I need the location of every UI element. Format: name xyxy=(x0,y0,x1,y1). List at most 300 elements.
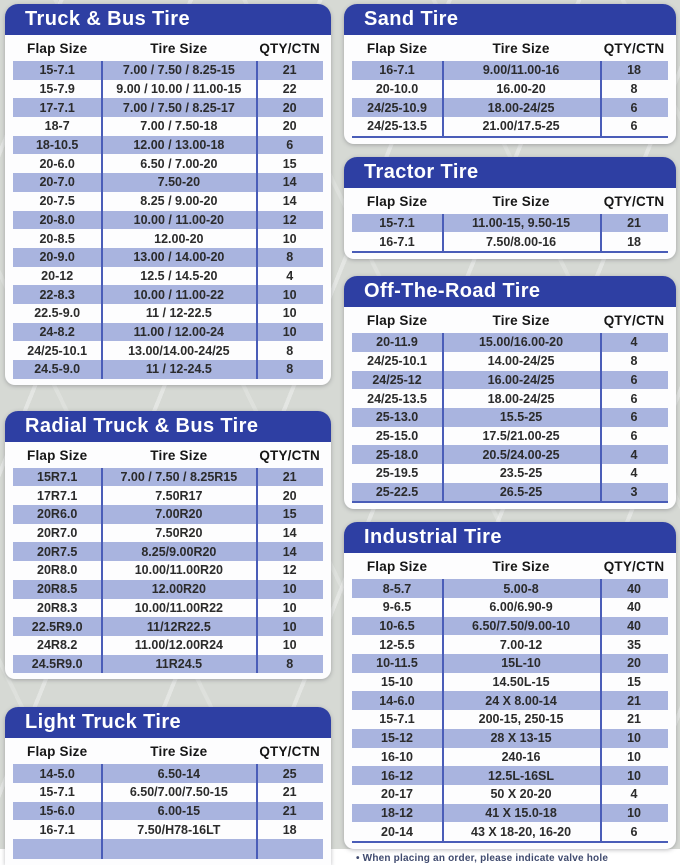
table-row xyxy=(13,173,323,192)
flap-size-cell: 12-5.5 xyxy=(379,637,415,652)
column-header-flap-size: Flap Size xyxy=(366,313,428,329)
qty-ctn-cell: 10 xyxy=(282,231,297,246)
flap-size-cell: 25-13.0 xyxy=(375,410,419,425)
qty-ctn-cell: 20 xyxy=(627,656,641,671)
table-row xyxy=(352,822,668,841)
flap-size-cell: 14-6.0 xyxy=(379,693,415,708)
tire-size-cell: 7.00 / 7.50-18 xyxy=(140,119,218,134)
table-row xyxy=(13,636,323,655)
table-row xyxy=(13,783,323,802)
table-row xyxy=(13,211,323,230)
qty-ctn-cell: 10 xyxy=(627,731,641,746)
table-row xyxy=(13,61,323,80)
qty-ctn-cell: 21 xyxy=(282,803,297,818)
tire-size-cell: 21.00/17.5-25 xyxy=(482,119,560,134)
tire-size-cell: 10.00/11.00R20 xyxy=(134,563,223,578)
table-title: Tractor Tire xyxy=(364,160,479,183)
table-row xyxy=(352,673,668,692)
tire-size-cell: 12.00 / 13.00-18 xyxy=(133,138,225,153)
flap-size-cell: 15-6.0 xyxy=(39,803,75,818)
qty-ctn-cell: 3 xyxy=(630,484,638,499)
qty-ctn-cell: 10 xyxy=(282,638,297,653)
qty-ctn-cell: 4 xyxy=(286,268,294,283)
right-column xyxy=(344,4,676,864)
tire-size-cell: 11/12R22.5 xyxy=(146,619,211,634)
table-rows xyxy=(352,214,668,253)
tire-size-cell: 6.50-14 xyxy=(157,766,201,781)
table-row xyxy=(352,98,668,117)
flap-size-cell: 15-7.1 xyxy=(39,63,75,78)
tire-size-cell: 7.00R20 xyxy=(155,507,203,522)
flap-size-cell: 16-12 xyxy=(381,768,414,783)
flap-size-cell: 24/25-10.1 xyxy=(27,343,88,358)
column-header-tire-size: Tire Size xyxy=(492,313,550,329)
tire-table-card xyxy=(344,4,676,144)
table-row xyxy=(13,154,323,173)
tire-size-cell: 11.00-15, 9.50-15 xyxy=(472,216,571,231)
flap-size-cell: 14-5.0 xyxy=(39,766,75,781)
table-row xyxy=(13,820,323,839)
column-header-qty-ctn: QTY/CTN xyxy=(259,744,320,760)
table-row xyxy=(13,599,323,618)
flap-size-cell: 24/25-12 xyxy=(372,372,422,387)
tire-size-cell: 13.00/14.00-24/25 xyxy=(128,343,230,358)
table-row xyxy=(352,691,668,710)
tire-table-card xyxy=(344,157,676,259)
qty-ctn-cell: 14 xyxy=(282,175,297,190)
table-row xyxy=(13,486,323,505)
qty-ctn-cell: 21 xyxy=(282,785,297,800)
flap-size-cell: 20R7.5 xyxy=(37,544,78,559)
flap-size-cell: 24.5-9.0 xyxy=(34,362,81,377)
flap-size-cell: 20-9.0 xyxy=(39,250,75,265)
column-header-qty-ctn: QTY/CTN xyxy=(603,41,665,56)
qty-ctn-cell: 8 xyxy=(630,82,638,97)
column-header-row xyxy=(352,308,668,333)
column-header-flap-size: Flap Size xyxy=(366,193,428,209)
tire-size-cell: 8.25/9.00R20 xyxy=(141,544,217,559)
column-header-tire-size: Tire Size xyxy=(492,41,550,56)
flap-size-cell: 24/25-13.5 xyxy=(367,391,427,406)
tire-table-card xyxy=(5,411,331,680)
flap-size-cell: 20R6.0 xyxy=(37,507,78,522)
flap-size-cell: 20-7.5 xyxy=(39,194,75,209)
table-row xyxy=(352,785,668,804)
table-row xyxy=(13,136,323,155)
column-header-qty-ctn: QTY/CTN xyxy=(603,559,665,575)
table-row xyxy=(352,654,668,673)
table-row xyxy=(13,117,323,136)
tire-size-cell: 16.00-20 xyxy=(496,82,546,97)
qty-ctn-cell: 8 xyxy=(630,354,638,369)
column-header-tire-size: Tire Size xyxy=(492,559,550,575)
tire-size-cell: 5.00-8 xyxy=(503,581,539,596)
qty-ctn-cell: 35 xyxy=(627,637,641,652)
flap-size-cell: 24R8.2 xyxy=(37,638,78,653)
table-rows xyxy=(352,61,668,138)
tire-size-cell: 18.00-24/25 xyxy=(487,391,555,406)
tire-size-cell: 28 X 13-15 xyxy=(490,731,552,746)
table-row xyxy=(352,61,668,80)
table-row xyxy=(352,579,668,598)
flap-size-cell: 17-7.1 xyxy=(39,100,75,115)
qty-ctn-cell: 6 xyxy=(286,138,294,153)
flap-size-cell: 20R7.0 xyxy=(37,526,78,541)
flap-size-cell: 20R8.3 xyxy=(37,600,78,615)
column-header-flap-size: Flap Size xyxy=(366,559,428,575)
table-row xyxy=(13,542,323,561)
tire-size-cell: 11 / 12-24.5 xyxy=(145,362,212,377)
flap-size-cell: 24-8.2 xyxy=(39,324,75,339)
qty-ctn-cell: 8 xyxy=(286,656,294,671)
flap-size-cell: 15-12 xyxy=(381,731,414,746)
tire-size-cell: 7.50/8.00-16 xyxy=(485,234,557,249)
table-row xyxy=(352,617,668,636)
qty-ctn-cell: 4 xyxy=(630,335,638,350)
table-title-bar xyxy=(344,4,676,35)
table-row xyxy=(13,468,323,487)
table-row xyxy=(352,710,668,729)
flap-size-cell: 20-7.0 xyxy=(39,175,75,190)
column-header-row xyxy=(352,554,668,579)
partial-cut-row xyxy=(13,839,323,859)
flap-size-cell: 10-6.5 xyxy=(379,619,415,634)
qty-ctn-cell: 18 xyxy=(627,234,641,249)
qty-ctn-cell: 6 xyxy=(630,372,638,387)
tire-table-card xyxy=(5,4,331,385)
flap-size-cell: 15-7.9 xyxy=(39,82,75,97)
tire-table-card xyxy=(344,522,676,849)
tire-size-cell: 8.25 / 9.00-20 xyxy=(140,194,218,209)
column-header-flap-size: Flap Size xyxy=(27,41,88,56)
tire-size-cell: 7.00 / 7.50 / 8.25R15 xyxy=(120,470,238,485)
table-row xyxy=(352,766,668,785)
tire-size-cell: 7.00 / 7.50 / 8.25-17 xyxy=(122,100,235,115)
table-row xyxy=(352,427,668,446)
flap-size-cell: 24/25-10.1 xyxy=(367,354,427,369)
qty-ctn-cell: 40 xyxy=(627,600,641,615)
table-rows xyxy=(13,764,323,859)
tire-size-cell: 6.00/6.90-9 xyxy=(489,600,553,615)
table-row xyxy=(352,117,668,136)
table-row xyxy=(13,802,323,821)
tire-size-cell: 10.00 / 11.00-20 xyxy=(133,212,225,227)
qty-ctn-cell: 6 xyxy=(630,824,638,839)
tire-size-cell: 12.00-20 xyxy=(154,231,204,246)
table-row xyxy=(352,748,668,767)
flap-size-cell: 16-10 xyxy=(381,749,414,764)
tire-size-cell: 6.00-15 xyxy=(157,803,201,818)
table-title: Truck & Bus Tire xyxy=(25,8,190,30)
qty-ctn-cell: 10 xyxy=(282,324,297,339)
qty-ctn-cell: 10 xyxy=(282,287,297,302)
table-row xyxy=(13,617,323,636)
table-row xyxy=(13,580,323,599)
table-row xyxy=(352,352,668,371)
flap-size-cell: 20-17 xyxy=(381,787,414,802)
flap-size-cell: 25-19.5 xyxy=(375,466,419,481)
tire-size-cell: 26.5-25 xyxy=(499,484,543,499)
table-title: Off-The-Road Tire xyxy=(364,280,541,303)
tire-size-cell: 17.5/21.00-25 xyxy=(482,428,560,443)
table-row xyxy=(13,323,323,342)
table-row xyxy=(352,80,668,99)
qty-ctn-cell: 14 xyxy=(282,526,297,541)
flap-size-cell: 20-6.0 xyxy=(39,156,75,171)
qty-ctn-cell: 10 xyxy=(627,768,641,783)
qty-ctn-cell: 40 xyxy=(627,619,641,634)
tire-size-cell: 7.00 / 7.50 / 8.25-15 xyxy=(122,63,235,78)
table-title-bar xyxy=(5,411,331,442)
table-row xyxy=(13,192,323,211)
table-row xyxy=(352,483,668,502)
qty-ctn-cell: 12 xyxy=(282,212,297,227)
qty-ctn-cell: 18 xyxy=(282,822,297,837)
qty-ctn-cell: 18 xyxy=(627,63,641,78)
table-rows xyxy=(13,468,323,674)
qty-ctn-cell: 12 xyxy=(282,563,297,578)
qty-ctn-cell: 6 xyxy=(630,391,638,406)
flap-size-cell: 24/25-13.5 xyxy=(367,119,427,134)
order-note: • When placing an order, please indicate valve hole xyxy=(356,852,609,864)
qty-ctn-cell: 10 xyxy=(282,306,297,321)
tire-size-cell: 200-15, 250-15 xyxy=(478,712,564,727)
table-row xyxy=(13,341,323,360)
tire-size-cell: 11R24.5 xyxy=(155,656,203,671)
tire-size-cell: 14.00-24/25 xyxy=(487,354,555,369)
column-header-tire-size: Tire Size xyxy=(150,744,208,760)
qty-ctn-cell: 20 xyxy=(282,488,297,503)
column-header-tire-size: Tire Size xyxy=(150,41,208,56)
table-row xyxy=(13,360,323,379)
qty-ctn-cell: 6 xyxy=(630,428,638,443)
tire-size-cell: 15.5-25 xyxy=(499,410,543,425)
tire-size-cell: 12.00R20 xyxy=(151,582,206,597)
qty-ctn-cell: 14 xyxy=(282,194,297,209)
flap-size-cell: 20-14 xyxy=(381,824,414,839)
column-header-flap-size: Flap Size xyxy=(27,447,88,463)
tire-size-cell: 13.00 / 14.00-20 xyxy=(133,250,225,265)
table-row xyxy=(13,655,323,674)
flap-size-cell: 20-8.5 xyxy=(39,231,75,246)
table-row xyxy=(352,333,668,352)
tire-size-cell: 7.50/H78-16LT xyxy=(137,822,221,837)
qty-ctn-cell: 14 xyxy=(282,544,297,559)
tire-table-card xyxy=(5,707,331,865)
tire-size-cell: 16.00-24/25 xyxy=(487,372,555,387)
column-header-row xyxy=(13,443,323,468)
tire-size-cell: 7.50R20 xyxy=(155,526,203,541)
flap-size-cell: 24/25-10.9 xyxy=(367,100,427,115)
column-header-row xyxy=(13,36,323,61)
table-row xyxy=(352,598,668,617)
flap-size-cell: 20-8.0 xyxy=(39,212,75,227)
qty-ctn-cell: 10 xyxy=(282,582,297,597)
tire-size-cell: 12.5 / 14.5-20 xyxy=(140,268,218,283)
left-column xyxy=(5,4,331,865)
table-row xyxy=(352,445,668,464)
tire-size-cell: 9.00/11.00-16 xyxy=(482,63,560,78)
flap-size-cell: 18-10.5 xyxy=(35,138,79,153)
flap-size-cell: 18-7 xyxy=(44,119,70,134)
tire-size-cell: 7.50-20 xyxy=(157,175,201,190)
table-row xyxy=(352,635,668,654)
tire-size-cell: 11.00/12.00R24 xyxy=(134,638,223,653)
flap-size-cell: 15-7.1 xyxy=(379,216,415,231)
table-row xyxy=(352,232,668,251)
flap-size-cell: 25-22.5 xyxy=(375,484,419,499)
table-row xyxy=(352,464,668,483)
tire-size-cell: 9.00 / 10.00 / 11.00-15 xyxy=(116,82,242,97)
flap-size-cell: 17R7.1 xyxy=(37,488,78,503)
qty-ctn-cell: 25 xyxy=(282,766,297,781)
flap-size-cell: 20-12 xyxy=(41,268,74,283)
table-row xyxy=(352,729,668,748)
qty-ctn-cell: 4 xyxy=(630,466,638,481)
column-header-row xyxy=(352,36,668,61)
qty-ctn-cell: 20 xyxy=(282,119,297,134)
table-row xyxy=(13,304,323,323)
tire-size-cell: 18.00-24/25 xyxy=(487,100,555,115)
qty-ctn-cell: 22 xyxy=(282,82,297,97)
flap-size-cell: 10-11.5 xyxy=(376,656,418,671)
qty-ctn-cell: 8 xyxy=(286,250,294,265)
flap-size-cell: 16-7.1 xyxy=(379,234,415,249)
flap-size-cell: 24.5R9.0 xyxy=(31,656,83,671)
tire-size-cell: 7.50R17 xyxy=(155,488,203,503)
flap-size-cell: 16-7.1 xyxy=(379,63,415,78)
tire-size-cell: 43 X 18-20, 16-20 xyxy=(471,824,572,839)
table-title-bar xyxy=(344,157,676,188)
qty-ctn-cell: 15 xyxy=(282,507,297,522)
table-title: Radial Truck & Bus Tire xyxy=(25,414,259,437)
flap-size-cell: 16-7.1 xyxy=(39,822,75,837)
flap-size-cell: 8-5.7 xyxy=(382,581,412,596)
qty-ctn-cell: 6 xyxy=(630,100,638,115)
table-rows xyxy=(352,579,668,843)
table-title-bar xyxy=(344,522,676,553)
qty-ctn-cell: 10 xyxy=(627,805,641,820)
qty-ctn-cell: 6 xyxy=(630,410,638,425)
table-rows xyxy=(13,61,323,379)
tire-size-cell: 7.00-12 xyxy=(499,637,543,652)
table-title: Sand Tire xyxy=(364,8,459,30)
flap-size-cell: 9-6.5 xyxy=(382,600,412,615)
qty-ctn-cell: 10 xyxy=(282,619,297,634)
qty-ctn-cell: 21 xyxy=(627,712,641,727)
table-row xyxy=(13,267,323,286)
column-header-qty-ctn: QTY/CTN xyxy=(259,447,320,463)
flap-size-cell: 20R8.0 xyxy=(37,563,78,578)
qty-ctn-cell: 10 xyxy=(282,600,297,615)
tire-size-cell: 6.50/7.50/9.00-10 xyxy=(472,619,571,634)
flap-size-cell: 15R7.1 xyxy=(37,470,78,485)
table-row xyxy=(352,371,668,390)
table-title-bar xyxy=(5,707,331,738)
qty-ctn-cell: 4 xyxy=(630,447,638,462)
column-header-tire-size: Tire Size xyxy=(492,193,550,209)
flap-size-cell: 15-7.1 xyxy=(379,712,415,727)
flap-size-cell: 18-12 xyxy=(381,805,414,820)
flap-size-cell: 22.5R9.0 xyxy=(31,619,83,634)
tire-size-cell: 10.00 / 11.00-22 xyxy=(133,287,225,302)
table-row xyxy=(13,229,323,248)
table-row xyxy=(352,408,668,427)
table-rows xyxy=(352,333,668,503)
table-title: Industrial Tire xyxy=(364,526,502,549)
table-row xyxy=(352,804,668,823)
qty-ctn-cell: 21 xyxy=(627,216,641,231)
table-title-bar xyxy=(344,276,676,307)
qty-ctn-cell: 6 xyxy=(630,119,638,134)
flap-size-cell: 25-15.0 xyxy=(375,428,419,443)
table-row xyxy=(13,248,323,267)
flap-size-cell: 20-10.0 xyxy=(375,82,419,97)
qty-ctn-cell: 20 xyxy=(282,100,297,115)
tire-size-cell: 20.5/24.00-25 xyxy=(482,447,560,462)
qty-ctn-cell: 21 xyxy=(627,693,641,708)
column-header-tire-size: Tire Size xyxy=(150,447,208,463)
qty-ctn-cell: 40 xyxy=(627,581,641,596)
column-header-qty-ctn: QTY/CTN xyxy=(603,313,665,329)
flap-size-cell: 15-7.1 xyxy=(39,785,75,800)
flap-size-cell: 20R8.5 xyxy=(37,582,78,597)
tire-size-cell: 12.5L-16SL xyxy=(488,768,555,783)
column-header-row xyxy=(13,739,323,764)
table-title: Light Truck Tire xyxy=(25,711,182,734)
qty-ctn-cell: 15 xyxy=(627,675,641,690)
qty-ctn-cell: 21 xyxy=(282,470,297,485)
tire-size-cell: 15.00/16.00-20 xyxy=(478,335,564,350)
qty-ctn-cell: 8 xyxy=(286,362,294,377)
tire-size-cell: 15L-10 xyxy=(501,656,541,671)
tire-size-cell: 41 X 15.0-18 xyxy=(485,805,557,820)
tire-size-cell: 11 / 12-22.5 xyxy=(145,306,212,321)
table-row xyxy=(352,389,668,408)
tire-size-cell: 6.50/7.00/7.50-15 xyxy=(129,785,228,800)
tire-table-card xyxy=(344,276,676,509)
tire-size-cell: 23.5-25 xyxy=(499,466,543,481)
column-header-row xyxy=(352,189,668,214)
table-row xyxy=(13,98,323,117)
column-header-qty-ctn: QTY/CTN xyxy=(259,41,320,56)
table-row xyxy=(352,214,668,233)
qty-ctn-cell: 15 xyxy=(282,156,297,171)
tire-size-cell: 240-16 xyxy=(501,749,541,764)
tire-size-cell: 50 X 20-20 xyxy=(490,787,552,802)
qty-ctn-cell: 10 xyxy=(627,749,641,764)
qty-ctn-cell: 21 xyxy=(282,63,297,78)
table-row xyxy=(13,561,323,580)
flap-size-cell: 22-8.3 xyxy=(39,287,75,302)
tire-size-cell: 10.00/11.00R22 xyxy=(134,600,223,615)
table-title-bar xyxy=(5,4,331,35)
tire-size-cell: 14.50L-15 xyxy=(492,675,550,690)
flap-size-cell: 15-10 xyxy=(381,675,414,690)
column-header-flap-size: Flap Size xyxy=(366,41,428,56)
table-row xyxy=(13,764,323,783)
table-row xyxy=(13,285,323,304)
flap-size-cell: 25-18.0 xyxy=(375,447,419,462)
flap-size-cell: 22.5-9.0 xyxy=(34,306,81,321)
table-row xyxy=(13,524,323,543)
table-row xyxy=(13,505,323,524)
qty-ctn-cell: 4 xyxy=(630,787,638,802)
column-header-qty-ctn: QTY/CTN xyxy=(603,193,665,209)
tire-size-cell: 24 X 8.00-14 xyxy=(485,693,557,708)
flap-size-cell: 20-11.9 xyxy=(376,335,418,350)
qty-ctn-cell: 8 xyxy=(286,343,294,358)
